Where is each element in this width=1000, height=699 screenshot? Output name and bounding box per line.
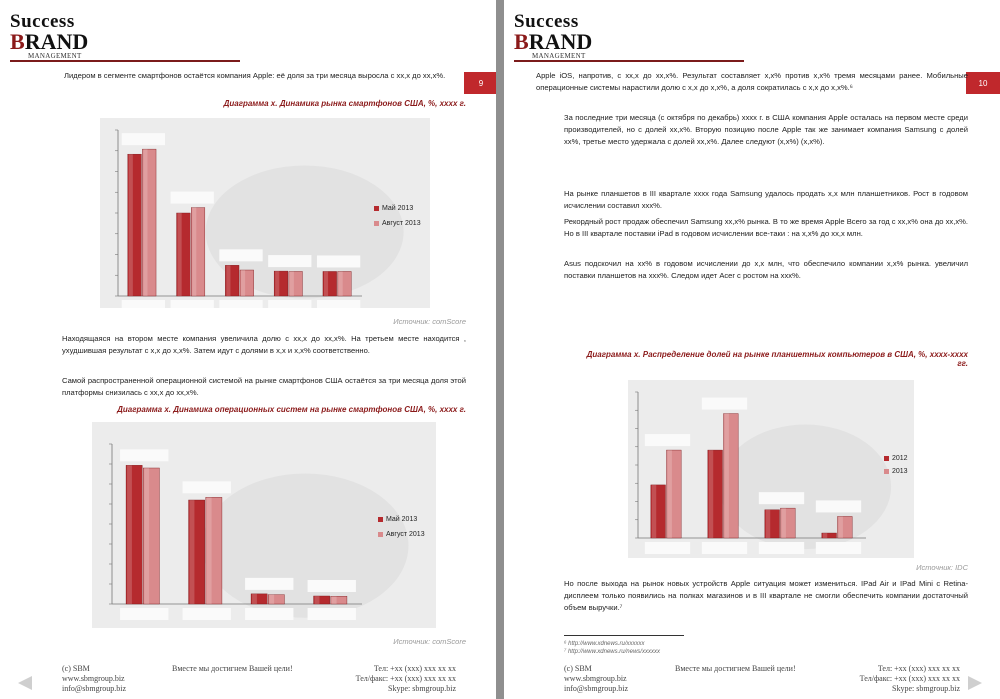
bar-highlight: [709, 450, 713, 538]
legend-label: Август 2013: [386, 531, 425, 538]
legend-item: [378, 531, 425, 538]
footer-left: [564, 664, 628, 694]
category-label-box: [308, 608, 356, 620]
logo-line1: Success: [10, 11, 75, 32]
value-label-box: [171, 192, 214, 204]
logo-line2: [10, 31, 88, 53]
document-page-right: [504, 0, 1000, 699]
bar-highlight: [144, 468, 149, 604]
bar-highlight: [269, 595, 274, 604]
prev-page-arrow-icon[interactable]: [18, 676, 32, 690]
chart-source: Источник: IDC: [916, 563, 968, 572]
footer-telfax: Тел/факс: +хх (ххх) ххх хх хх: [859, 674, 960, 683]
footnote[interactable]: ⁶ http://www.xdnews.ru/xxxxxx: [564, 641, 645, 647]
header-rule: [514, 60, 744, 62]
category-label-box: [183, 608, 231, 620]
logo-line2: [514, 31, 592, 53]
chart-svg: [628, 380, 914, 558]
bar-highlight: [668, 450, 672, 538]
chart-caption: Диаграмма х. Динамика операционных систем на рынке смартфонов США, %, хххх г.: [117, 405, 466, 414]
value-label-box: [245, 578, 293, 590]
chart-caption: Диаграмма х. Динамика рынка смартфонов США, %, хххх г.: [223, 99, 466, 108]
value-label-box: [317, 255, 360, 267]
legend-item: [884, 468, 908, 475]
company-logo: [514, 12, 592, 60]
chart-source: Источник: comScore: [393, 637, 466, 646]
bar-highlight: [290, 271, 294, 296]
footer-slogan: Вместе мы достигнем Вашей цели!: [675, 664, 796, 673]
bar-highlight: [241, 270, 245, 296]
footnote-rule: [564, 635, 684, 636]
value-label-box: [759, 492, 804, 504]
bar-highlight: [190, 500, 195, 604]
footer-email[interactable]: info@sbmgroup.biz: [564, 684, 629, 693]
paragraph: Рекордный рост продаж обеспечил Samsung хх,х% рынка. В то же время Apple Всего за год с хх,х% она до хх,х%. Но в III квартале поставки iPad в годовом исчислении все-таки : на х,х% до хх,х млн.: [564, 217, 968, 238]
value-label-box: [645, 434, 690, 446]
legend-label: 2013: [892, 468, 908, 475]
bar-highlight: [839, 516, 843, 538]
legend-label: Май 2013: [386, 516, 418, 523]
document-page-left: [0, 0, 496, 699]
value-label-box: [268, 255, 311, 267]
company-logo: [10, 12, 88, 60]
bar-highlight: [275, 271, 279, 296]
category-label-box: [268, 300, 311, 308]
bar-highlight: [652, 485, 656, 538]
bar-highlight: [178, 213, 182, 296]
chart-legend: [884, 455, 908, 475]
value-label-box: [702, 398, 747, 410]
value-label-box: [816, 500, 861, 512]
page-number: 10: [978, 78, 988, 88]
bar-highlight: [226, 265, 230, 296]
chart-legend: [378, 516, 425, 538]
chart-backdrop-shape: [202, 474, 408, 618]
footer-website[interactable]: www.sbmgroup.biz: [62, 674, 125, 683]
category-label-box: [645, 542, 690, 554]
paragraph: Asus подскочил на хх% в годовом исчислении до х,х млн, что обеспечило компании х,х% рынка. увеличил поставки планшетов на ххх%. Следом идет Acer с ростом на ххх%.: [564, 259, 968, 280]
chart-tablet-market: [628, 380, 914, 558]
logo-line2-rest: RAND: [528, 29, 593, 54]
value-label-box: [308, 580, 356, 592]
bar-highlight: [766, 510, 770, 538]
page-number: 9: [478, 78, 484, 88]
bar-highlight: [315, 596, 320, 604]
logo-letter-b: B: [514, 29, 529, 54]
paragraph: Лидером в сегменте смартфонов остаётся компания Apple: её доля за три месяца выросла с хх,х до хх,х%.: [64, 71, 446, 80]
legend-item: [884, 455, 908, 462]
page-number-tab: [966, 72, 1000, 94]
bar-highlight: [324, 271, 328, 296]
value-label-box: [183, 481, 231, 493]
bar-highlight: [782, 508, 786, 538]
logo-letter-b: B: [10, 29, 25, 54]
logo-line1: Success: [514, 11, 579, 32]
footer-slogan: Вместе мы достигнем Вашей цели!: [172, 664, 293, 673]
value-label-box: [219, 249, 262, 261]
category-label-box: [122, 300, 165, 308]
footer-copyright: (c) SBM: [564, 664, 592, 673]
category-label-box: [759, 542, 804, 554]
legend-item: [378, 516, 425, 523]
legend-item: [374, 205, 421, 212]
bar-highlight: [823, 533, 827, 538]
chart-backdrop-shape: [720, 425, 892, 550]
category-label-box: [702, 542, 747, 554]
paragraph: Apple iOS, напротив, с хх,х до хх,х%. Результат составляет х,х% против х,х% тремя месяцами ранее. Мобильные операционные системы нарастили долю с х,х до х,х%, а доля сократилась с х,х до х,х%.⁶: [536, 71, 968, 92]
footer-telfax: Тел/факс: +хх (ххх) ххх хх хх: [355, 674, 456, 683]
next-page-arrow-icon[interactable]: [968, 676, 982, 690]
footer-copyright: (c) SBM: [62, 664, 90, 673]
paragraph: За последние три месяца (с октября по декабрь) хххх г. в США компания Apple осталась на первом месте среди производителей, но с долей хх,х%. Вторую позицию после Apple так же занимает компания Samsung с долей хх%, третье место удержала с долей хх,х%. Далее следуют (х,х%) (х,х%).: [564, 113, 968, 146]
paragraph: Но после выхода на рынок новых устройств Apple ситуация может измениться. IPad Air и IPad Mini с Retina-дисплеем только появились на полках магазинов и в III квартале не смогли обеспечить компании достаточный объем выручки.⁷: [564, 579, 968, 612]
paragraph: Самой распространенной операционной системой на рынке смартфонов США остаётся за три месяца доля этой платформы снизилась с хх,х до хх,х%.: [62, 376, 466, 397]
value-label-box: [122, 133, 165, 145]
bar-highlight: [252, 594, 257, 604]
bar-highlight: [127, 465, 132, 604]
category-label-box: [816, 542, 861, 554]
chart-source: Источник: comScore: [393, 317, 466, 326]
logo-line3: MANAGEMENT: [28, 52, 82, 60]
logo-line3: MANAGEMENT: [532, 52, 586, 60]
footer-left: [62, 664, 126, 694]
footnote[interactable]: ⁷ http://www.xdnews.ru/news/xxxxxx: [564, 649, 660, 655]
footer-contacts: [330, 664, 456, 694]
legend-label: Август 2013: [382, 220, 421, 227]
footer-tel: Тел: +хх (ххх) ххх хх хх: [373, 664, 456, 673]
header-rule: [10, 60, 240, 62]
paragraph: Находящаяся на втором месте компания увеличила долю с хх,х до хх,х%. На третьем месте находится , ухудшившая результат с х,х до х,х%. Затем идут с долями в х,х и х,х% соответственно.: [62, 334, 466, 355]
chart-legend: [374, 205, 421, 227]
category-label-box: [219, 300, 262, 308]
bar-highlight: [207, 497, 212, 604]
footer-skype: Skype: sbmgroup.biz: [388, 684, 456, 693]
category-label-box: [245, 608, 293, 620]
bar-highlight: [339, 271, 343, 296]
footer-website[interactable]: www.sbmgroup.biz: [564, 674, 627, 683]
legend-label: 2012: [892, 455, 908, 462]
legend-label: Май 2013: [382, 205, 414, 212]
bar-highlight: [143, 149, 147, 296]
category-label-box: [171, 300, 214, 308]
bar-highlight: [192, 208, 196, 296]
value-label-box: [120, 449, 168, 461]
paragraph: На рынке планшетов в III квартале хххх года Samsung удалось продать х,х млн планшетников. Рост в годовом исчислении составил ххх%.: [564, 189, 968, 210]
footer-skype: Skype: sbmgroup.biz: [892, 684, 960, 693]
legend-item: [374, 220, 421, 227]
footer-contacts: [834, 664, 960, 694]
bar-highlight: [129, 154, 133, 296]
logo-line2-rest: RAND: [24, 29, 89, 54]
footer-email[interactable]: info@sbmgroup.biz: [62, 684, 127, 693]
bar-highlight: [332, 596, 337, 604]
bar-highlight: [725, 414, 729, 538]
chart-caption: Диаграмма х. Распределение долей на рынке планшетных компьютеров в США, %, хххх-хххх гг.: [586, 350, 968, 368]
category-label-box: [317, 300, 360, 308]
category-label-box: [120, 608, 168, 620]
footer-tel: Тел: +хх (ххх) ххх хх хх: [877, 664, 960, 673]
